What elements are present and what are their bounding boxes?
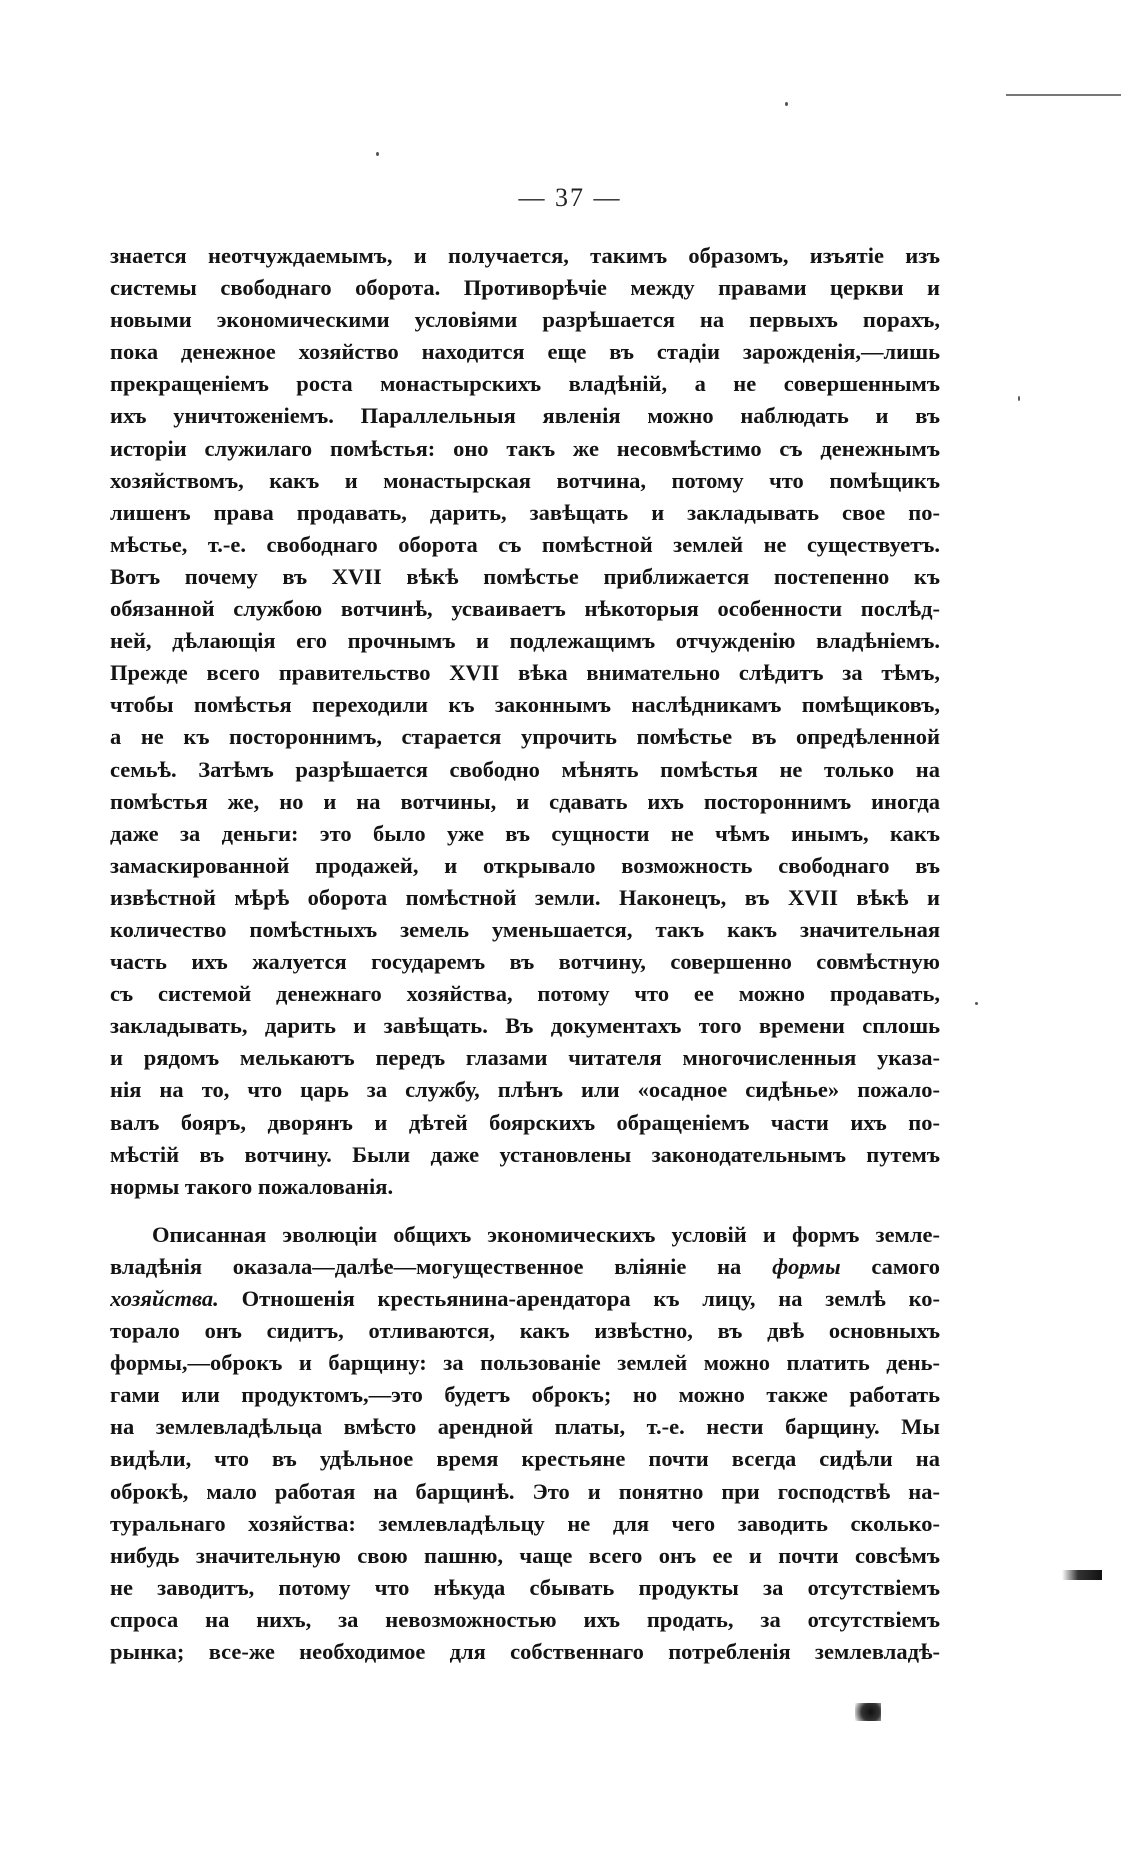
text-line: туральнаго хозяйства: землевладѣльцу не для чего заводить сколько- <box>110 1510 940 1536</box>
italic-term: формы <box>772 1253 841 1279</box>
text-line: лишенъ права продавать, дарить, завѣщать и закладывать свое по- <box>110 499 940 525</box>
text-line: извѣстной мѣрѣ оборота помѣстной земли. Наконецъ, въ XVII вѣкѣ и <box>110 884 940 910</box>
text-line: видѣли, что въ удѣльное время крестьяне почти всегда сидѣли на <box>110 1446 940 1472</box>
text-line: мѣстій въ вотчину. Были даже установлены законодательнымъ путемъ <box>110 1141 940 1167</box>
text-line <box>110 1251 940 1283</box>
text-line: ней, дѣлающія его прочнымъ и подлежащимъ отчужденію владѣніемъ. <box>110 628 940 654</box>
text-line: Вотъ почему въ XVII вѣкѣ помѣстье приближается постепенно къ <box>110 563 940 589</box>
text-line: замаскированной продажей, и открывало возможность свободнаго въ <box>110 852 940 878</box>
page-number: — 37 — <box>518 183 622 212</box>
text-line: новыми экономическими условіями разрѣшается на первыхъ порахъ, <box>110 307 940 333</box>
italic-term: хозяйства. <box>110 1286 219 1311</box>
scan-speck <box>975 1002 978 1005</box>
text-line: часть ихъ жалуется государемъ въ вотчину, совершенно совмѣстную <box>110 949 940 975</box>
text-line: исторіи служилаго помѣстья: оно такъ же несовмѣстимо съ денежнымъ <box>110 435 940 461</box>
text-line: а не къ постороннимъ, старается упрочить помѣстье въ опредѣленной <box>110 724 940 750</box>
text-line: обязанной службою вотчинѣ, усваиваетъ нѣкоторыя особенности послѣд- <box>110 596 940 622</box>
text-line: рынка; все-же необходимое для собственнаго потребленія землевладѣ- <box>110 1639 940 1665</box>
scan-artifact <box>1062 1570 1102 1580</box>
text-line: и рядомъ мелькаютъ передъ глазами читателя многочисленныя указа- <box>110 1045 940 1071</box>
text-line: нибудь значительную свою пашню, чаще всего онъ ее и почти совсѣмъ <box>110 1542 940 1568</box>
text-line: Описанная эволюціи общихъ экономическихъ условій и формъ земле- <box>152 1221 940 1247</box>
text-line: семьѣ. Затѣмъ разрѣшается свободно мѣнять помѣстья не только на <box>110 756 940 782</box>
text-line: съ системой денежнаго хозяйства, потому что ее можно продавать, <box>110 981 940 1007</box>
text-line: на землевладѣльца вмѣсто арендной платы, т.-е. нести барщину. Мы <box>110 1414 940 1440</box>
text-line: чтобы помѣстья переходили къ законнымъ наслѣдникамъ помѣщиковъ, <box>110 692 940 718</box>
text-line <box>110 1283 940 1315</box>
text-line: не заводитъ, потому что нѣкуда сбывать продукты за отсутствіемъ <box>110 1574 940 1600</box>
text-line: прекращеніемъ роста монастырскихъ владѣній, а не совершеннымъ <box>110 371 940 397</box>
text-line: количество помѣстныхъ земель уменьшается, такъ какъ значительная <box>110 916 940 942</box>
scan-speck <box>1018 396 1020 401</box>
text-run: самого <box>871 1253 940 1279</box>
text-line: даже за деньги: это было уже въ сущности не чѣмъ инымъ, какъ <box>110 820 940 846</box>
text-run: Отношенія крестьянина-арендатора къ лицу, на землѣ ко- <box>241 1286 940 1311</box>
text-line: системы свободнаго оборота. Противорѣчіе между правами церкви и <box>110 275 940 301</box>
text-line: оброкѣ, мало работая на барщинѣ. Это и понятно при господствѣ на- <box>110 1478 940 1504</box>
text-line: нормы такого пожалованія. <box>110 1173 394 1199</box>
paragraph <box>110 1219 940 1668</box>
text-line: хозяйствомъ, какъ и монастырская вотчина, потому что помѣщикъ <box>110 467 940 493</box>
body-text <box>110 240 940 1668</box>
text-line: гами или продуктомъ,—это будетъ оброкъ; но можно также работать <box>110 1382 940 1408</box>
scan-rule-line <box>1006 94 1121 96</box>
text-line: торало онъ сидитъ, отливаются, какъ извѣстно, въ двѣ основныхъ <box>110 1318 940 1344</box>
text-line: нія на то, что царь за службу, плѣнъ или «осадное сидѣнье» пожало- <box>110 1077 940 1103</box>
text-run: владѣнія оказала—далѣе—могущественное вліяніе на <box>110 1253 742 1279</box>
text-line: закладывать, дарить и завѣщать. Въ документахъ того времени сплошь <box>110 1013 940 1039</box>
text-line: пока денежное хозяйство находится еще въ стадіи зарожденія,—лишь <box>110 339 940 365</box>
scan-artifact <box>855 1703 881 1721</box>
text-line: мѣстье, т.-е. свободнаго оборота съ помѣстной землей не существуетъ. <box>110 531 940 557</box>
text-line: формы,—оброкъ и барщину: за пользованіе землей можно платить день- <box>110 1350 940 1376</box>
text-line: валъ бояръ, дворянъ и дѣтей боярскихъ обращеніемъ части ихъ по- <box>110 1109 940 1135</box>
text-line: Прежде всего правительство XVII вѣка внимательно слѣдитъ за тѣмъ, <box>110 660 940 686</box>
text-line: спроса на нихъ, за невозможностью ихъ продать, за отсутствіемъ <box>110 1606 940 1632</box>
scan-speck <box>376 152 379 156</box>
text-line: знается неотчуждаемымъ, и получается, такимъ образомъ, изъятіе изъ <box>110 243 940 268</box>
text-line: ихъ уничтоженіемъ. Параллельныя явленія можно наблюдать и въ <box>110 403 940 429</box>
scan-speck <box>785 102 788 106</box>
paragraph <box>110 240 940 1203</box>
text-line: помѣстья же, но и на вотчины, и сдавать ихъ постороннимъ иногда <box>110 788 940 814</box>
